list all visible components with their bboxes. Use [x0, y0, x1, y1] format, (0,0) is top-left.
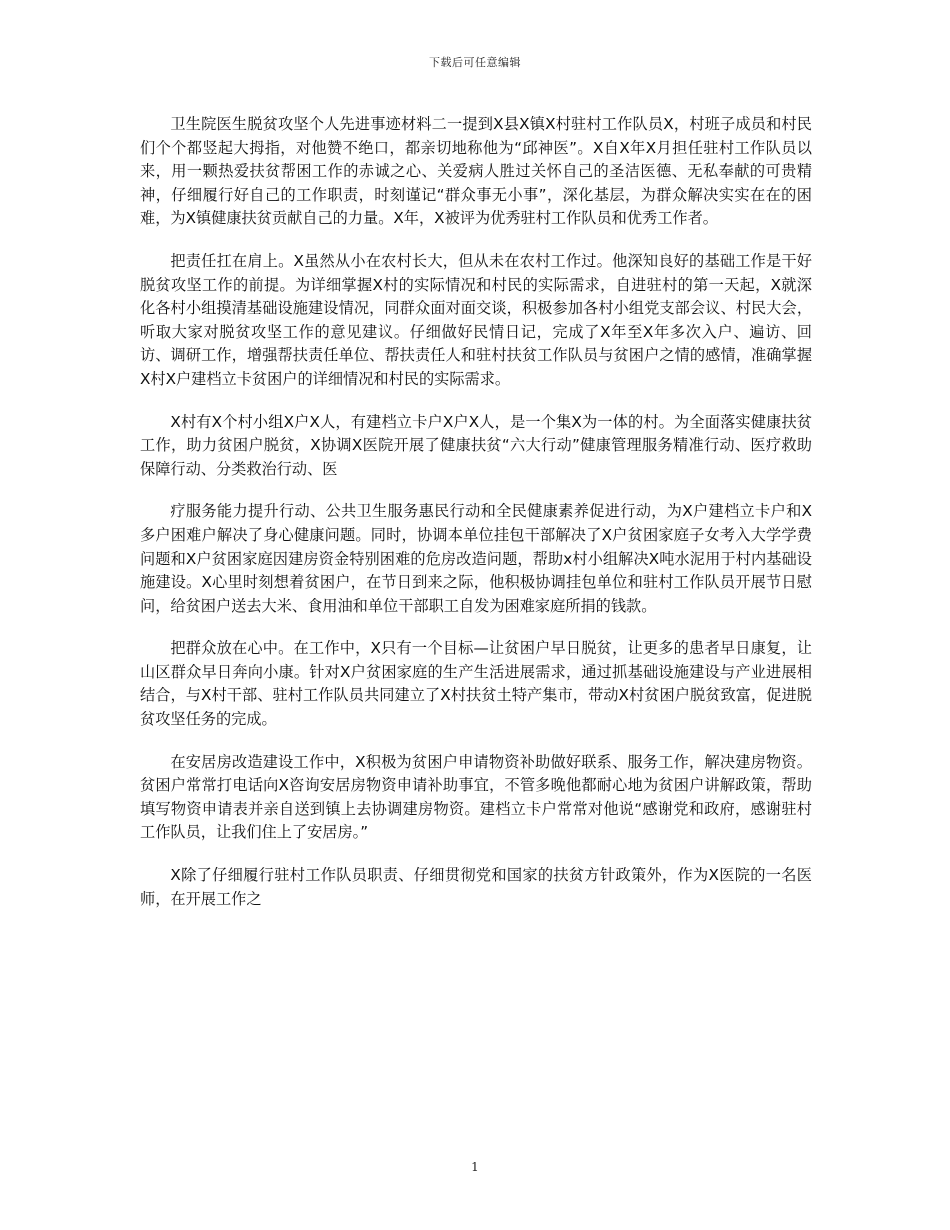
- document-body: [140, 113, 812, 930]
- paragraph-3: X村有X个村小组X户X人，有建档立卡户X户X人，是一个集X为一体的村。为全面落实健康扶贫工作，助力贫困户脱贫，X协调X医院开展了健康扶贫“六大行动”健康管理服务精准行动、医疗救助保障行动、分类救治行动、医: [140, 412, 812, 478]
- paragraph-6: 在安居房改造建设工作中，X积极为贫困户申请物资补助做好联系、服务工作，解决建房物资。贫困户常常打电话向X咨询安居房物资申请补助事宜，不管多晚他都耐心地为贫困户讲解政策，帮助填写物资申请表并亲自送到镇上去协调建房物资。建档立卡户常常对他说“感谢党和政府，感谢驻村工作队员，让我们住上了安居房。”: [140, 752, 812, 842]
- header-note: 下载后可任意编辑: [429, 56, 521, 69]
- paragraph-1: 卫生院医生脱贫攻坚个人先进事迹材料二一提到X县X镇X村驻村工作队员X，村班子成员和村民们个个都竖起大拇指，对他赞不绝口，都亲切地称他为“邱神医”。X自X年X月担任驻村工作队员以来，用一颗热爱扶贫帮困工作的赤诚之心、关爱病人胜过关怀自己的圣洁医德、无私奉献的可贵精神，仔细履行好自己的工作职责，时刻谨记“群众事无小事”，深化基层，为群众解决实实在在的困难，为X镇健康扶贫贡献自己的力量。X年，X被评为优秀驻村工作队员和优秀工作者。: [140, 115, 812, 228]
- paragraph-4: 疗服务能力提升行动、公共卫生服务惠民行动和全民健康素养促进行动，为X户建档立卡户和X多户困难户解决了身心健康问题。同时，协调本单位挂包干部解决了X户贫困家庭子女考入大学学费问题和X户贫困家庭因建房资金特别困难的危房改造问题，帮助x村小组解决X吨水泥用于村内基础设施建设。X心里时刻想着贫困户，在节日到来之际，他积极协调挂包单位和驻村工作队员开展节日慰问，给贫困户送去大米、食用油和单位干部职工自发为困难家庭所捐的钱款。: [140, 502, 812, 615]
- paragraph-5: 把群众放在心中。在工作中，X只有一个目标—让贫困户早日脱贫，让更多的患者早日康复，让山区群众早日奔向小康。针对X户贫困家庭的生产生活进展需求，通过抓基础设施建设与产业进展相结合，与X村干部、驻村工作队员共同建立了X村扶贫土特产集市，带动X村贫困户脱贫致富，促进脱贫攻坚任务的完成。: [140, 639, 812, 729]
- paragraph-7: X除了仔细履行驻村工作队员职责、仔细贯彻党和国家的扶贫方针政策外，作为X医院的一名医师，在开展工作之: [140, 866, 812, 908]
- page-number: 1: [471, 1160, 479, 1174]
- paragraph-2: 把责任扛在肩上。X虽然从小在农村长大，但从未在农村工作过。他深知良好的基础工作是干好脱贫攻坚工作的前提。为详细掌握X村的实际情况和村民的实际需求，自进驻村的第一天起，X就深化各村小组摸清基础设施建设情况，同群众面对面交谈，积极参加各村小组党支部会议、村民大会，听取大家对脱贫攻坚工作的意见建议。仔细做好民情日记，完成了X年至X年多次入户、遍访、回访、调研工作，增强帮扶责任单位、帮扶责任人和驻村扶贫工作队员与贫困户之情的感情，准确掌握X村X户建档立卡贫困户的详细情况和村民的实际需求。: [140, 251, 812, 388]
